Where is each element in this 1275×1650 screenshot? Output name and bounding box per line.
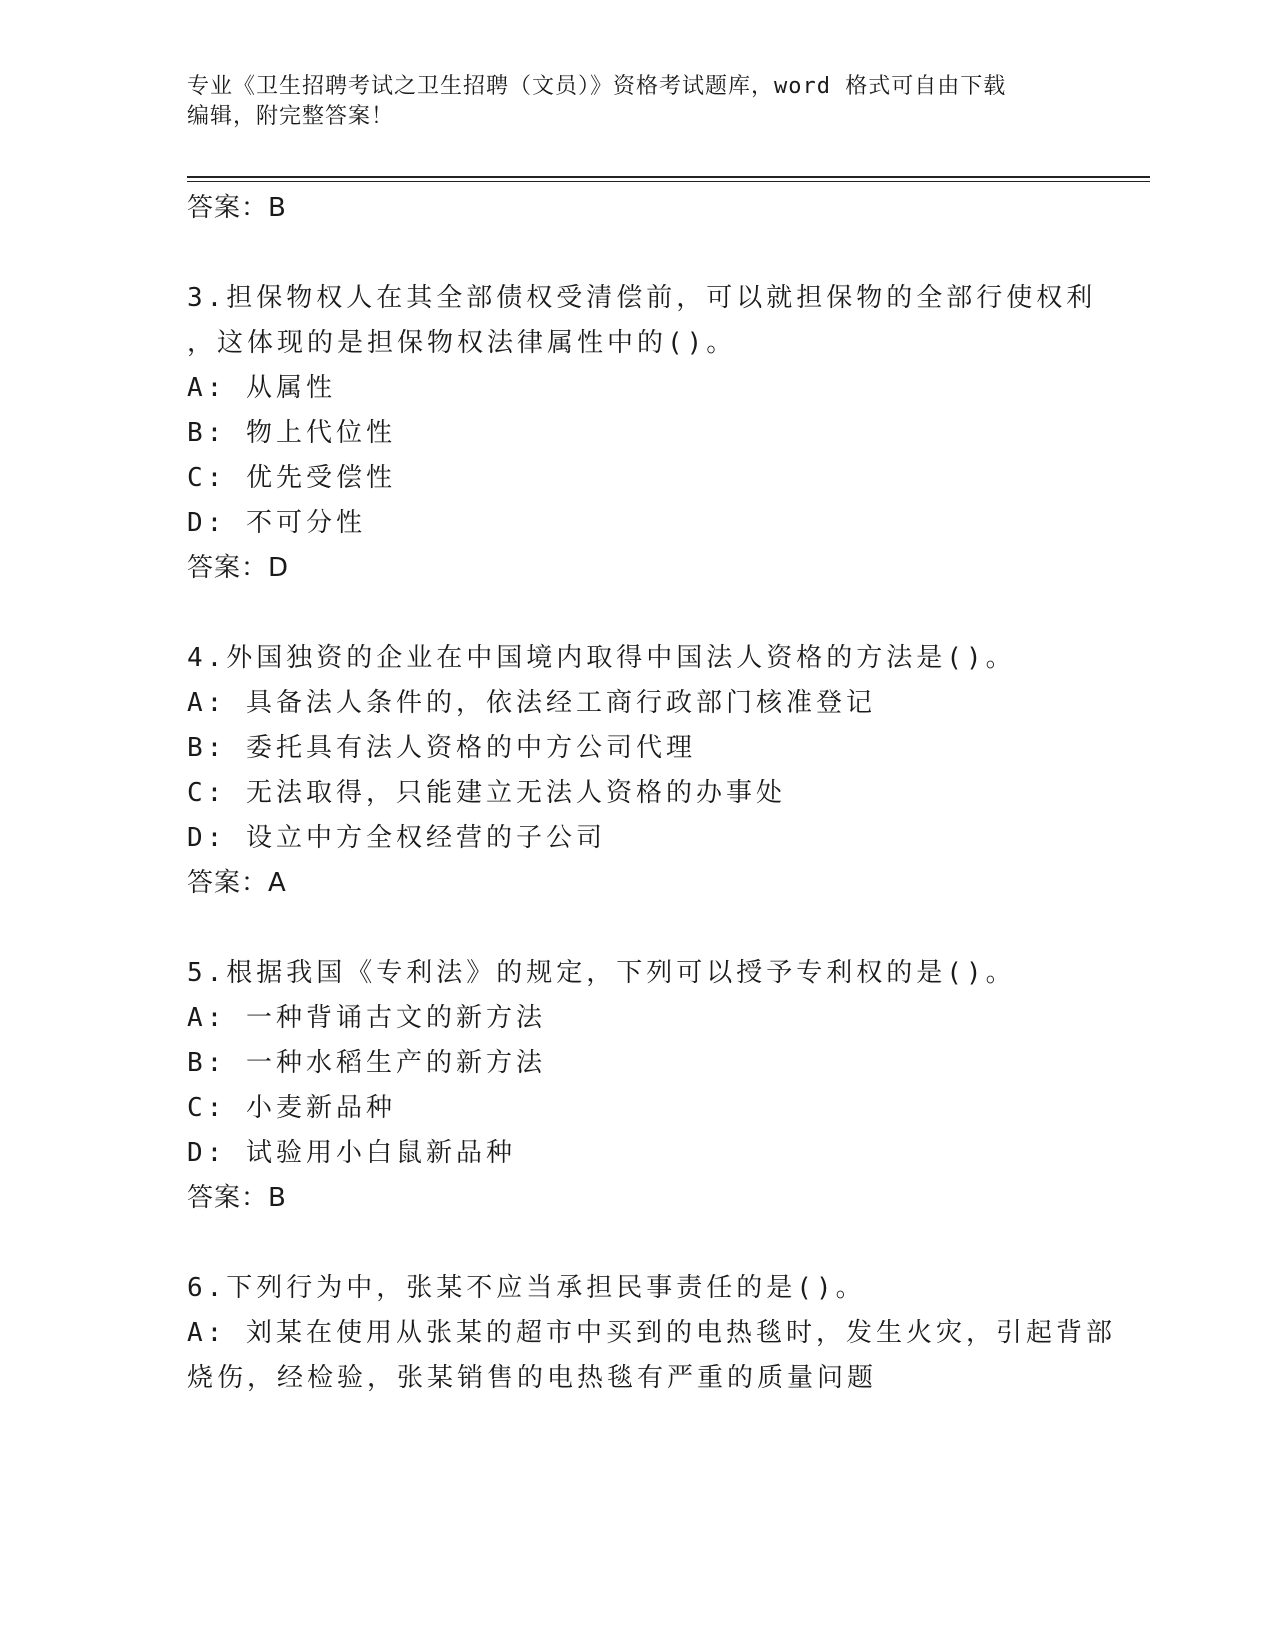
answer-q5: 答案：B [187,1183,287,1213]
spacer [187,591,1087,636]
question-3-option-a: A: 从属性 [187,373,336,403]
question-5-option-b: B: 一种水稻生产的新方法 [187,1048,546,1078]
header-rule-thick [187,176,1150,178]
question-4 [187,636,1087,906]
question-6-option-a-line-2: 烧伤，经检验，张某销售的电热毯有严重的质量问题 [187,1363,878,1393]
document-header [187,72,1087,132]
spacer [187,231,1087,276]
question-6 [187,1266,1116,1401]
question-4-option-d: D: 设立中方全权经营的子公司 [187,823,606,853]
question-4-stem-line-1: 4.外国独资的企业在中国境内取得中国法人资格的方法是()。 [187,643,1016,673]
question-5-option-d: D: 试验用小白鼠新品种 [187,1138,516,1168]
question-3 [187,276,1097,591]
question-list [187,186,1116,1401]
question-3-stem-line-1: 3.担保物权人在其全部债权受清偿前，可以就担保物的全部行使权利 [187,283,1097,313]
question-5-option-c: C: 小麦新品种 [187,1093,396,1123]
question-6-stem-line-1: 6.下列行为中，张某不应当承担民事责任的是()。 [187,1273,866,1303]
header-line-2: 编辑，附完整答案！ [187,104,395,129]
question-6-option-a-line-1: A: 刘某在使用从张某的超市中买到的电热毯时，发生火灾，引起背部 [187,1318,1116,1348]
answer-q3: 答案：D [187,553,290,583]
question-3-stem-line-2: ，这体现的是担保物权法律属性中的()。 [187,328,737,358]
header-rule-thin [187,181,1150,182]
question-3-option-c: C: 优先受偿性 [187,463,396,493]
question-5-stem-line-1: 5.根据我国《专利法》的规定，下列可以授予专利权的是()。 [187,958,1016,988]
spacer [187,906,1087,951]
header-line-1: 专业《卫生招聘考试之卫生招聘（文员）》资格考试题库，word 格式可自由下载 [187,74,1007,99]
question-3-option-d: D: 不可分性 [187,508,366,538]
spacer [187,1221,1087,1266]
answer-q2: 答案：B [187,193,287,223]
question-5 [187,951,1087,1221]
answer-q4: 答案：A [187,868,287,898]
question-4-option-b: B: 委托具有法人资格的中方公司代理 [187,733,696,763]
question-4-option-a: A: 具备法人条件的，依法经工商行政部门核准登记 [187,688,876,718]
question-3-option-b: B: 物上代位性 [187,418,396,448]
question-5-option-a: A: 一种背诵古文的新方法 [187,1003,546,1033]
question-4-option-c: C: 无法取得，只能建立无法人资格的办事处 [187,778,786,808]
